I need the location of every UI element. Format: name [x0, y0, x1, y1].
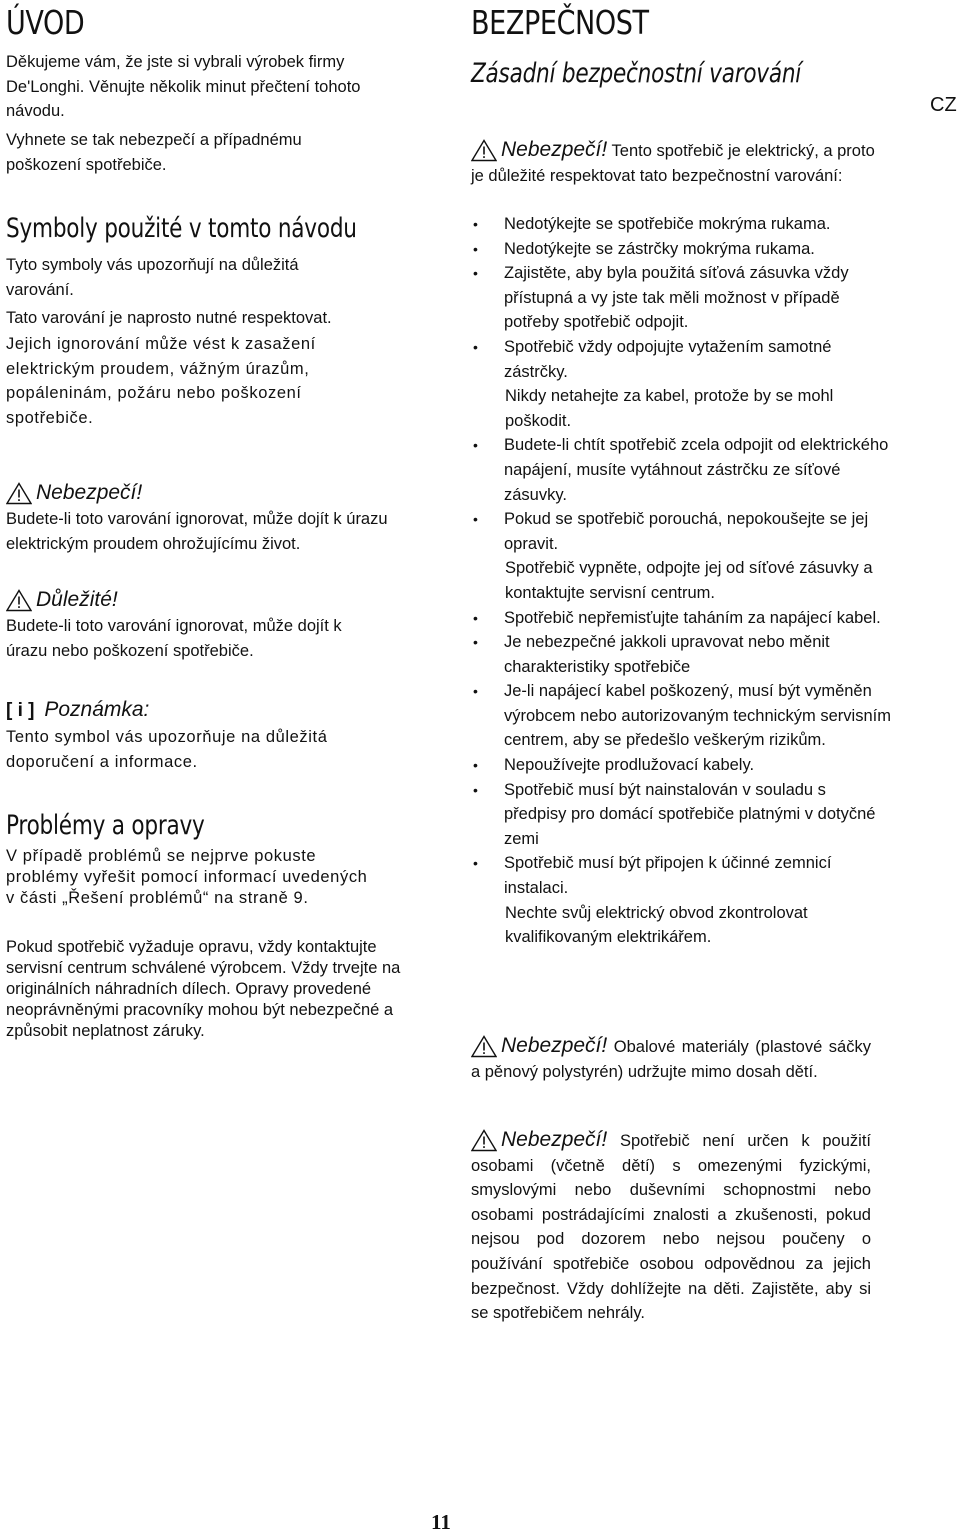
problems-paragraph-1: V případě problémů se nejprve pokuste problémy vyřešit pomocí informací uvedených v části „Řešení problémů“ na straně 9. — [6, 847, 368, 907]
list-item: • Budete-li chtít spotřebič zcela odpojit od elektrického napájení, musíte vytáhnout zástrčku ze síťové zásuvky. — [471, 433, 891, 507]
list-item: • Spotřebič musí být nainstalován v souladu s předpisy pro domácí spotřebiče platnými v dotyčné zemi — [471, 778, 891, 852]
usage-warning-label: Nebezpečí! — [501, 1128, 608, 1151]
safety-subtitle: Zásadní bezpečnostní varování — [471, 58, 802, 89]
safety-intro-label: Nebezpečí! — [501, 138, 608, 161]
symbols-paragraph-1: Tyto symboly vás upozorňují na důležitá varování. — [6, 256, 299, 299]
packaging-warning — [471, 1034, 871, 1084]
danger-heading — [6, 480, 142, 506]
list-item: Nechte svůj elektrický obvod zkontrolovat kvalifikovaným elektrikářem. — [505, 903, 808, 947]
list-item: • Nepoužívejte prodlužovací kabely. — [471, 753, 891, 778]
danger-text: Budete-li toto varování ignorovat, může dojít k úrazu elektrickým proudem ohrožujícímu život. — [6, 510, 388, 553]
safety-intro-text: Tento spotřebič je elektrický, a proto je důležité respektovat tato bezpečnostní varování: — [471, 142, 875, 185]
safety-intro — [471, 138, 876, 188]
list-item: • Spotřebič vždy odpojujte vytažením samotné zástrčky. — [471, 335, 891, 384]
problems-paragraph-2: Pokud spotřebič vyžaduje opravu, vždy kontaktujte servisní centrum schválené výrobcem. Vždy trvejte na originálních náhradních dílech. Opravy provedené neoprávněnými pracovníky mohou být nebezpečné a způsobit neplatnost záruky. — [6, 938, 401, 1040]
intro-paragraph-1: Děkujeme vám, že jste si vybrali výrobek firmy De'Longhi. Věnujte několik minut přečtení tohoto návodu. — [6, 53, 361, 121]
list-item: Nikdy netahejte za kabel, protože by se mohl poškodit. — [505, 387, 834, 430]
problems-title: Problémy a opravy — [6, 810, 205, 841]
list-item: • Spotřebič nepřemisťujte taháním za napájecí kabel. — [471, 606, 891, 631]
warning-triangle-icon — [6, 589, 32, 612]
note-label: Poznámka: — [44, 698, 150, 721]
list-item: • Je-li napájecí kabel poškozený, musí být vyměněn výrobcem nebo autorizovaným technickým servisním centrem, aby se předešlo veškerým rizikům. — [471, 679, 891, 753]
symbols-paragraph-3: Jejich ignorování může vést k zasažení elektrickým proudem, vážným úrazům, popáleninám, požáru nebo poškození spotřebiče. — [6, 335, 316, 427]
packaging-warning-text: Obalové materiály (plastové sáčky a pěnový polystyrén) udržujte mimo dosah dětí. — [471, 1038, 871, 1081]
warning-triangle-icon — [471, 1129, 497, 1152]
list-item: • Nedotýkejte se zástrčky mokrýma rukama. — [471, 237, 891, 262]
list-item: • Nedotýkejte se spotřebiče mokrýma rukama. — [471, 212, 891, 237]
important-text: Budete-li toto varování ignorovat, může dojít k úrazu nebo poškození spotřebiče. — [6, 617, 342, 660]
warning-triangle-icon — [471, 139, 497, 162]
danger-label: Nebezpečí! — [36, 481, 143, 504]
warning-triangle-icon — [6, 482, 32, 505]
important-label: Důležité! — [36, 588, 118, 611]
important-heading — [6, 587, 118, 613]
list-item: • Zajistěte, aby byla použitá síťová zásuvka vždy přístupná a vy jste tak měli možnost v případě potřeby spotřebič odpojit. — [471, 261, 891, 335]
intro-title: ÚVOD — [6, 3, 85, 42]
symbols-paragraph-2: Tato varování je naprosto nutné respektovat. — [6, 309, 332, 327]
warning-triangle-icon — [471, 1035, 497, 1058]
list-item: • Spotřebič musí být připojen k účinné zemnicí instalaci. — [471, 851, 891, 900]
note-heading — [6, 698, 149, 722]
safety-title: BEZPEČNOST — [471, 3, 649, 42]
packaging-warning-label: Nebezpečí! — [501, 1034, 608, 1057]
info-bracket-icon: [ i ] — [6, 700, 35, 721]
note-text: Tento symbol vás upozorňuje na důležitá doporučení a informace. — [6, 728, 328, 771]
usage-warning-text: Spotřebič není určen k použití osobami (včetně dětí) s omezenými fyzickými, smyslovými nebo duševními schopnostmi nebo osobami postrádajícími znalosti a zkušenosti, pokud nejsou pod dozorem nebo nejsou poučeny o používání spotřebiče osobou odpovědnou za jejich bezpečnost. Vždy dohlížejte na děti. Zajistěte, aby si se spotřebičem nehrály. — [471, 1132, 871, 1323]
safety-bullet-list — [471, 212, 891, 950]
language-tag: CZ — [930, 94, 957, 116]
list-item: • Pokud se spotřebič porouchá, nepokoušejte se jej opravit. — [471, 507, 891, 556]
page-number: 11 — [431, 1510, 451, 1534]
list-item: • Je nebezpečné jakkoli upravovat nebo měnit charakteristiky spotřebiče — [471, 630, 891, 679]
symbols-title: Symboly použité v tomto návodu — [6, 213, 357, 244]
list-item: Spotřebič vypněte, odpojte jej od síťové zásuvky a kontaktujte servisní centrum. — [505, 559, 873, 602]
usage-warning — [471, 1128, 871, 1326]
intro-paragraph-2: Vyhnete se tak nebezpečí a případnému poškození spotřebiče. — [6, 131, 302, 174]
